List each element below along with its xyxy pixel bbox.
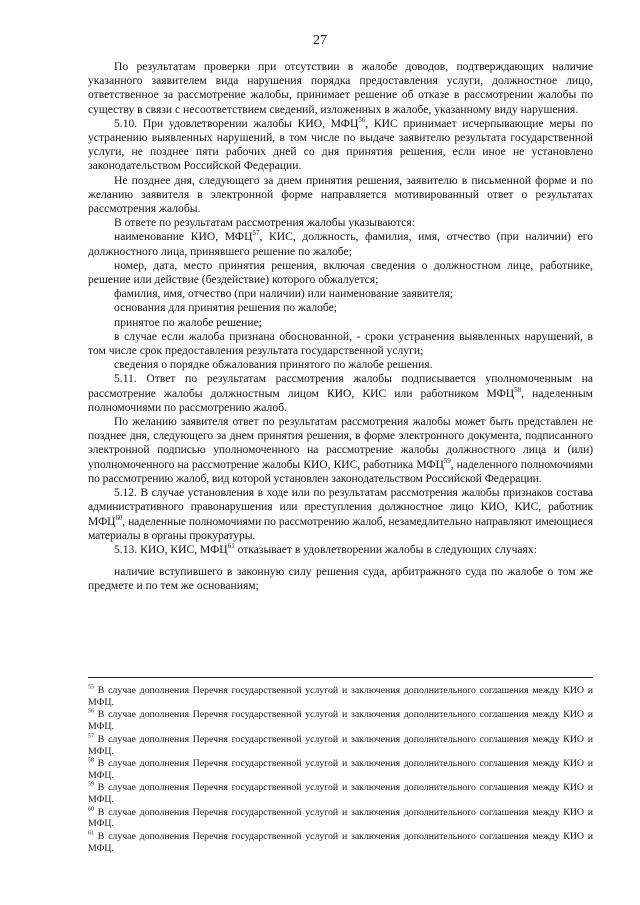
footnote	[88, 734, 593, 758]
paragraph: в случае если жалоба признана обоснованной, - сроки устранения выявленных нарушений, в том числе срок предоставления результата государственной услуги;	[88, 329, 593, 358]
footnote-text: В случае дополнения Перечня государственной услугой и заключения дополнительного соглашения между КИО и МФЦ.	[88, 830, 593, 854]
paragraph	[88, 117, 593, 174]
footnote-ref: 61	[227, 542, 235, 551]
footnote-number: 60	[88, 806, 94, 813]
paragraph	[88, 486, 593, 543]
footnote-text: В случае дополнения Перечня государственной услугой и заключения дополнительного соглашения между КИО и МФЦ.	[88, 685, 593, 708]
paragraph-text: отказывает в удовлетворении жалобы в следующих случаях:	[234, 542, 537, 556]
paragraph: номер, дата, место принятия решения, включая сведения о должностном лице, работнике, решение или действие (бездействие) которого обжалуется;	[88, 258, 593, 287]
footnote-number: 61	[88, 830, 94, 837]
footnote-separator	[88, 677, 593, 678]
footnote-number: 59	[88, 781, 94, 788]
paragraph-text: 5.13. КИО, КИС, МФЦ	[114, 542, 228, 556]
footnote	[88, 807, 593, 831]
footnote-ref: 59	[443, 456, 451, 465]
footnote	[88, 685, 593, 709]
footnote	[88, 758, 593, 782]
paragraph	[88, 415, 593, 486]
paragraph: По результатам проверки при отсутствии в жалобе доводов, подтверждающих наличие указанного заявителем вида нарушения порядка предоставления услуги, должностное лицо, ответственное за рассмотрение жалобы, принимает решение об отказе в рассмотрении жалобы по существу в связи с несоответствием сведений, изложенных в жалобе, указанному виду нарушения.	[88, 60, 593, 116]
footnote-text: В случае дополнения Перечня государственной услугой и заключения дополнительного соглашения между КИО и МФЦ.	[88, 733, 593, 757]
paragraph: Не позднее дня, следующего за днем принятия решения, заявителю в письменной форме и по желанию заявителя в электронной форме направляется мотивированный ответ о результатах рассмотрения жалобы.	[88, 173, 593, 216]
paragraph: принятое по жалобе решение;	[114, 315, 262, 329]
footnote-ref: 57	[252, 229, 260, 238]
paragraph-text: , КИС принимает исчерпывающие меры по устранению выявленных нарушений, в том числе по выдаче заявителю результата государственной услуги, не позднее пяти рабочих дней со дня принятия решения, если иное не установлено законодательством Российской Федерации.	[88, 116, 593, 173]
paragraph: наличие вступившего в законную силу решения суда, арбитражного суда по жалобе о том же предмете и по тем же основаниям;	[88, 565, 593, 593]
paragraph	[88, 230, 593, 258]
footnote-ref: 60	[115, 513, 123, 522]
paragraph-text: 5.12. В случае установления в ходе или по результатам рассмотрения жалобы признаков состава административного правонарушения или преступления должностное лицо КИО, КИС, работник МФЦ	[88, 486, 593, 528]
footnote-number: 56	[88, 709, 94, 716]
footnote-ref: 58	[514, 385, 522, 394]
paragraph-text: , КИС, должность, фамилия, имя, отчество (при наличии) его должностного лица, принявшего решение по жалобе;	[88, 230, 593, 258]
paragraph-text: , наделенного полномочиями по рассмотрению жалоб, вид которой установлен законодательством Российской Федерации.	[88, 457, 593, 485]
paragraph: основания для принятия решения по жалобе;	[114, 301, 338, 315]
paragraph	[88, 543, 593, 557]
paragraph	[88, 372, 593, 415]
body-text	[88, 60, 593, 594]
paragraph-text: По желанию заявителя ответ по результатам рассмотрения жалобы может быть представлен не позднее дня, следующего за днем принятия решения, в форме электронного документа, подписанного электронной подписью уполномоченного на рассмотрение жалобы должностного лица и (или) уполномоченного на рассмотрение жалобы КИО, КИС, работника МФЦ	[88, 415, 593, 471]
paragraph: В ответе по результатам рассмотрения жалобы указываются:	[114, 216, 415, 230]
footnote-number: 57	[88, 733, 94, 740]
paragraph-text: , наделенным полномочиями по рассмотрению жалоб.	[88, 386, 593, 414]
footnote-text: В случае дополнения Перечня государственной услугой и заключения дополнительного соглашения между КИО и МФЦ.	[88, 782, 593, 806]
footnote	[88, 709, 593, 733]
footnote-number: 58	[88, 757, 94, 764]
paragraph-text: наименование КИО, МФЦ	[114, 230, 253, 244]
page-number: 27	[313, 33, 327, 48]
footnote-text: В случае дополнения Перечня государственной услугой и заключения дополнительного соглашения между КИО и МФЦ.	[88, 806, 593, 830]
footnote-text: В случае дополнения Перечня государственной услугой и заключения дополнительного соглашения между КИО и МФЦ.	[88, 757, 593, 781]
paragraph: фамилия, имя, отчество (при наличии) или наименование заявителя;	[114, 287, 454, 301]
footnote-ref: 56	[358, 115, 366, 124]
footnote	[88, 831, 593, 855]
footnote	[88, 782, 593, 806]
footnote-text: В случае дополнения Перечня государственной услугой и заключения дополнительного соглашения между КИО и МФЦ.	[88, 709, 593, 733]
paragraph-text: 5.10. При удовлетворении жалобы КИО, МФЦ	[114, 116, 359, 130]
paragraph: сведения о порядке обжалования принятого по жалобе решения.	[114, 358, 433, 372]
paragraph-text: 5.11. Ответ по результатам рассмотрения жалобы подписывается уполномоченным на рассмотрение жалобы должностным лицом КИО, КИС или работником МФЦ	[88, 372, 593, 400]
footnote-number: 55	[88, 684, 94, 691]
paragraph-text: , наделенные полномочиями по рассмотрению жалоб, незамедлительно направляют имеющиеся материалы в органы прокуратуры.	[88, 514, 593, 542]
footnotes	[88, 685, 593, 855]
